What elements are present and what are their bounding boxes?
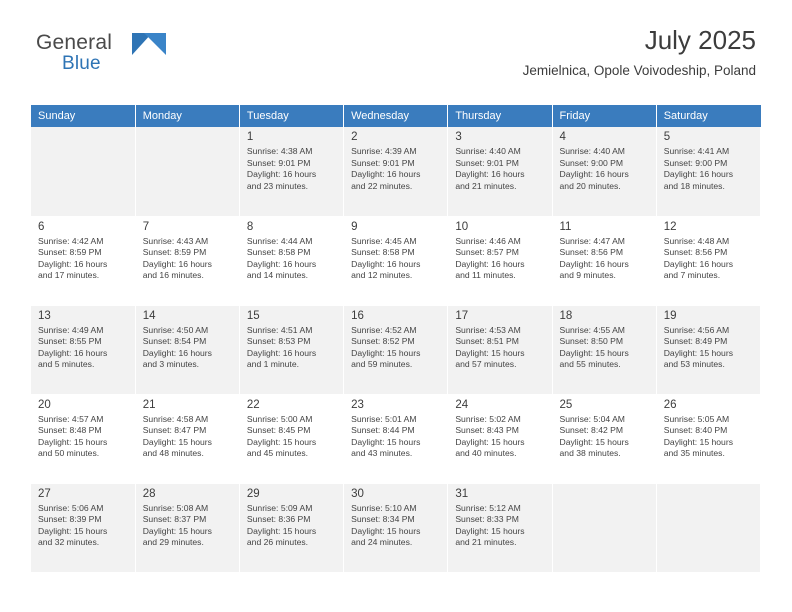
day-number: 19 (663, 309, 677, 322)
day-sun-info: Sunrise: 5:05 AM Sunset: 8:40 PM Daylight: 15 hours and 35 minutes. (663, 413, 733, 459)
day-sun-info: Sunrise: 5:08 AM Sunset: 8:37 PM Daylight: 15 hours and 29 minutes. (142, 502, 212, 548)
day-number: 13 (38, 309, 51, 322)
calendar-day-cell[interactable] (344, 216, 448, 305)
calendar-day-cell[interactable] (344, 305, 448, 394)
day-sun-info: Sunrise: 5:10 AM Sunset: 8:34 PM Daylight: 15 hours and 24 minutes. (351, 502, 421, 548)
day-number: 24 (455, 398, 469, 411)
day-number: 5 (663, 131, 671, 143)
day-number: 15 (246, 309, 260, 322)
day-sun-info: Sunrise: 4:45 AM Sunset: 8:58 PM Daylight: 16 hours and 12 minutes. (351, 235, 421, 281)
calendar-day-cell[interactable] (656, 216, 760, 305)
calendar-day-cell[interactable] (448, 305, 552, 394)
calendar-day-cell[interactable] (656, 394, 760, 483)
day-sun-info: Sunrise: 4:38 AM Sunset: 9:01 PM Daylight: 16 hours and 23 minutes. (246, 146, 317, 191)
day-number: 7 (142, 220, 150, 233)
day-sun-info: Sunrise: 4:40 AM Sunset: 9:01 PM Daylight: 16 hours and 21 minutes. (455, 146, 525, 191)
day-sun-info: Sunrise: 4:52 AM Sunset: 8:52 PM Daylight: 15 hours and 59 minutes. (351, 324, 421, 370)
day-sun-info: Sunrise: 4:57 AM Sunset: 8:48 PM Daylight: 15 hours and 50 minutes. (38, 413, 108, 459)
day-number: 21 (142, 398, 156, 411)
calendar-day-cell[interactable] (239, 127, 343, 216)
day-number: 26 (663, 398, 677, 411)
day-number: 2 (351, 131, 358, 143)
logo-word-blue: Blue (62, 53, 101, 74)
calendar-day-cell[interactable] (448, 394, 552, 483)
day-sun-info: Sunrise: 5:01 AM Sunset: 8:44 PM Daylight: 15 hours and 43 minutes. (351, 413, 421, 459)
weekday-header-wednesday: Wednesday (344, 105, 448, 127)
day-sun-info: Sunrise: 4:48 AM Sunset: 8:56 PM Daylight: 16 hours and 7 minutes. (663, 235, 733, 281)
day-sun-info: Sunrise: 5:09 AM Sunset: 8:36 PM Daylight: 15 hours and 26 minutes. (246, 502, 317, 548)
day-number: 20 (38, 398, 51, 411)
calendar-day-cell[interactable] (135, 216, 239, 305)
calendar-day-cell[interactable] (448, 216, 552, 305)
day-sun-info: Sunrise: 5:02 AM Sunset: 8:43 PM Daylight: 15 hours and 40 minutes. (455, 413, 525, 459)
calendar-day-cell[interactable] (239, 394, 343, 483)
weekday-header-friday: Friday (552, 105, 656, 127)
day-sun-info: Sunrise: 5:12 AM Sunset: 8:33 PM Daylight: 15 hours and 21 minutes. (455, 502, 525, 548)
day-number: 17 (455, 309, 469, 322)
calendar-day-cell[interactable] (31, 216, 135, 305)
calendar-day-cell[interactable] (344, 394, 448, 483)
calendar-cell-empty (552, 483, 656, 572)
calendar-day-cell[interactable] (448, 127, 552, 216)
calendar-day-cell[interactable] (344, 127, 448, 216)
calendar-day-cell[interactable] (135, 394, 239, 483)
calendar-day-cell[interactable] (31, 394, 135, 483)
calendar-day-cell[interactable] (31, 483, 135, 572)
calendar-cell-empty (135, 127, 239, 216)
calendar-body (31, 127, 761, 572)
logo-word-general: General (36, 31, 113, 54)
calendar-day-cell[interactable] (552, 216, 656, 305)
day-sun-info: Sunrise: 4:47 AM Sunset: 8:56 PM Daylight: 16 hours and 9 minutes. (559, 235, 629, 281)
page-title: July 2025 (644, 25, 756, 55)
day-number: 8 (246, 220, 254, 233)
day-number: 3 (455, 131, 462, 143)
calendar-week-row (31, 305, 761, 394)
day-sun-info: Sunrise: 4:58 AM Sunset: 8:47 PM Daylight: 15 hours and 48 minutes. (142, 413, 212, 459)
calendar-day-cell[interactable] (31, 305, 135, 394)
day-sun-info: Sunrise: 4:41 AM Sunset: 9:00 PM Daylight: 16 hours and 18 minutes. (663, 146, 733, 191)
calendar-day-cell[interactable] (552, 305, 656, 394)
page-subtitle: Jemielnica, Opole Voivodeship, Poland (522, 62, 756, 78)
day-sun-info: Sunrise: 5:06 AM Sunset: 8:39 PM Daylight: 15 hours and 32 minutes. (38, 502, 108, 548)
day-number: 25 (559, 398, 573, 411)
day-number: 14 (142, 309, 156, 322)
generalblue-logo[interactable] (36, 32, 166, 78)
day-number: 1 (246, 131, 254, 143)
calendar-day-cell[interactable] (239, 216, 343, 305)
calendar-week-row (31, 483, 761, 572)
calendar-day-cell[interactable] (135, 305, 239, 394)
day-sun-info: Sunrise: 4:53 AM Sunset: 8:51 PM Daylight: 15 hours and 57 minutes. (455, 324, 525, 370)
weekday-header-sunday: Sunday (31, 105, 135, 127)
calendar-day-cell[interactable] (656, 127, 760, 216)
day-sun-info: Sunrise: 5:00 AM Sunset: 8:45 PM Daylight: 15 hours and 45 minutes. (246, 413, 317, 459)
day-number: 4 (559, 131, 566, 143)
day-sun-info: Sunrise: 4:44 AM Sunset: 8:58 PM Daylight: 16 hours and 14 minutes. (246, 235, 317, 281)
day-number: 12 (663, 220, 677, 233)
day-sun-info: Sunrise: 4:56 AM Sunset: 8:49 PM Daylight: 15 hours and 53 minutes. (663, 324, 733, 370)
day-sun-info: Sunrise: 4:49 AM Sunset: 8:55 PM Daylight: 16 hours and 5 minutes. (38, 324, 108, 370)
calendar-day-cell[interactable] (552, 394, 656, 483)
calendar-week-row (31, 394, 761, 483)
calendar-cell-empty (656, 483, 760, 572)
calendar-cell-empty (31, 127, 135, 216)
calendar-table (31, 105, 761, 573)
weekday-header-monday: Monday (135, 105, 239, 127)
day-number: 6 (38, 220, 45, 233)
day-number: 10 (455, 220, 469, 233)
flag-icon (132, 33, 166, 55)
day-sun-info: Sunrise: 4:39 AM Sunset: 9:01 PM Daylight: 16 hours and 22 minutes. (351, 146, 421, 191)
calendar-day-cell[interactable] (656, 305, 760, 394)
day-sun-info: Sunrise: 4:46 AM Sunset: 8:57 PM Daylight: 16 hours and 11 minutes. (455, 235, 525, 281)
page-header (0, 0, 792, 78)
day-number: 29 (246, 487, 260, 500)
calendar-day-cell[interactable] (448, 483, 552, 572)
calendar-day-cell[interactable] (239, 305, 343, 394)
calendar-day-cell[interactable] (239, 483, 343, 572)
title-block (523, 26, 756, 78)
weekday-header-row (31, 105, 761, 127)
weekday-header-saturday: Saturday (656, 105, 760, 127)
day-number: 22 (246, 398, 260, 411)
day-sun-info: Sunrise: 4:43 AM Sunset: 8:59 PM Daylight: 16 hours and 16 minutes. (142, 235, 212, 281)
day-number: 28 (142, 487, 156, 500)
calendar-day-cell[interactable] (344, 483, 448, 572)
day-sun-info: Sunrise: 4:50 AM Sunset: 8:54 PM Daylight: 16 hours and 3 minutes. (142, 324, 212, 370)
day-sun-info: Sunrise: 4:55 AM Sunset: 8:50 PM Daylight: 15 hours and 55 minutes. (559, 324, 629, 370)
day-number: 27 (38, 487, 51, 500)
calendar-week-row (31, 216, 761, 305)
day-sun-info: Sunrise: 4:51 AM Sunset: 8:53 PM Daylight: 16 hours and 1 minute. (246, 324, 317, 370)
day-number: 31 (455, 487, 469, 500)
day-sun-info: Sunrise: 5:04 AM Sunset: 8:42 PM Daylight: 15 hours and 38 minutes. (559, 413, 629, 459)
weekday-header-tuesday: Tuesday (239, 105, 343, 127)
day-number: 11 (559, 220, 572, 233)
day-number: 18 (559, 309, 573, 322)
day-number: 16 (351, 309, 364, 322)
day-number: 23 (351, 398, 364, 411)
weekday-header-thursday: Thursday (448, 105, 552, 127)
calendar-day-cell[interactable] (135, 483, 239, 572)
day-sun-info: Sunrise: 4:40 AM Sunset: 9:00 PM Daylight: 16 hours and 20 minutes. (559, 146, 629, 191)
calendar-day-cell[interactable] (552, 127, 656, 216)
calendar-week-row (31, 127, 761, 216)
day-sun-info: Sunrise: 4:42 AM Sunset: 8:59 PM Daylight: 16 hours and 17 minutes. (38, 235, 108, 281)
day-number: 9 (351, 220, 358, 233)
day-number: 30 (351, 487, 364, 500)
